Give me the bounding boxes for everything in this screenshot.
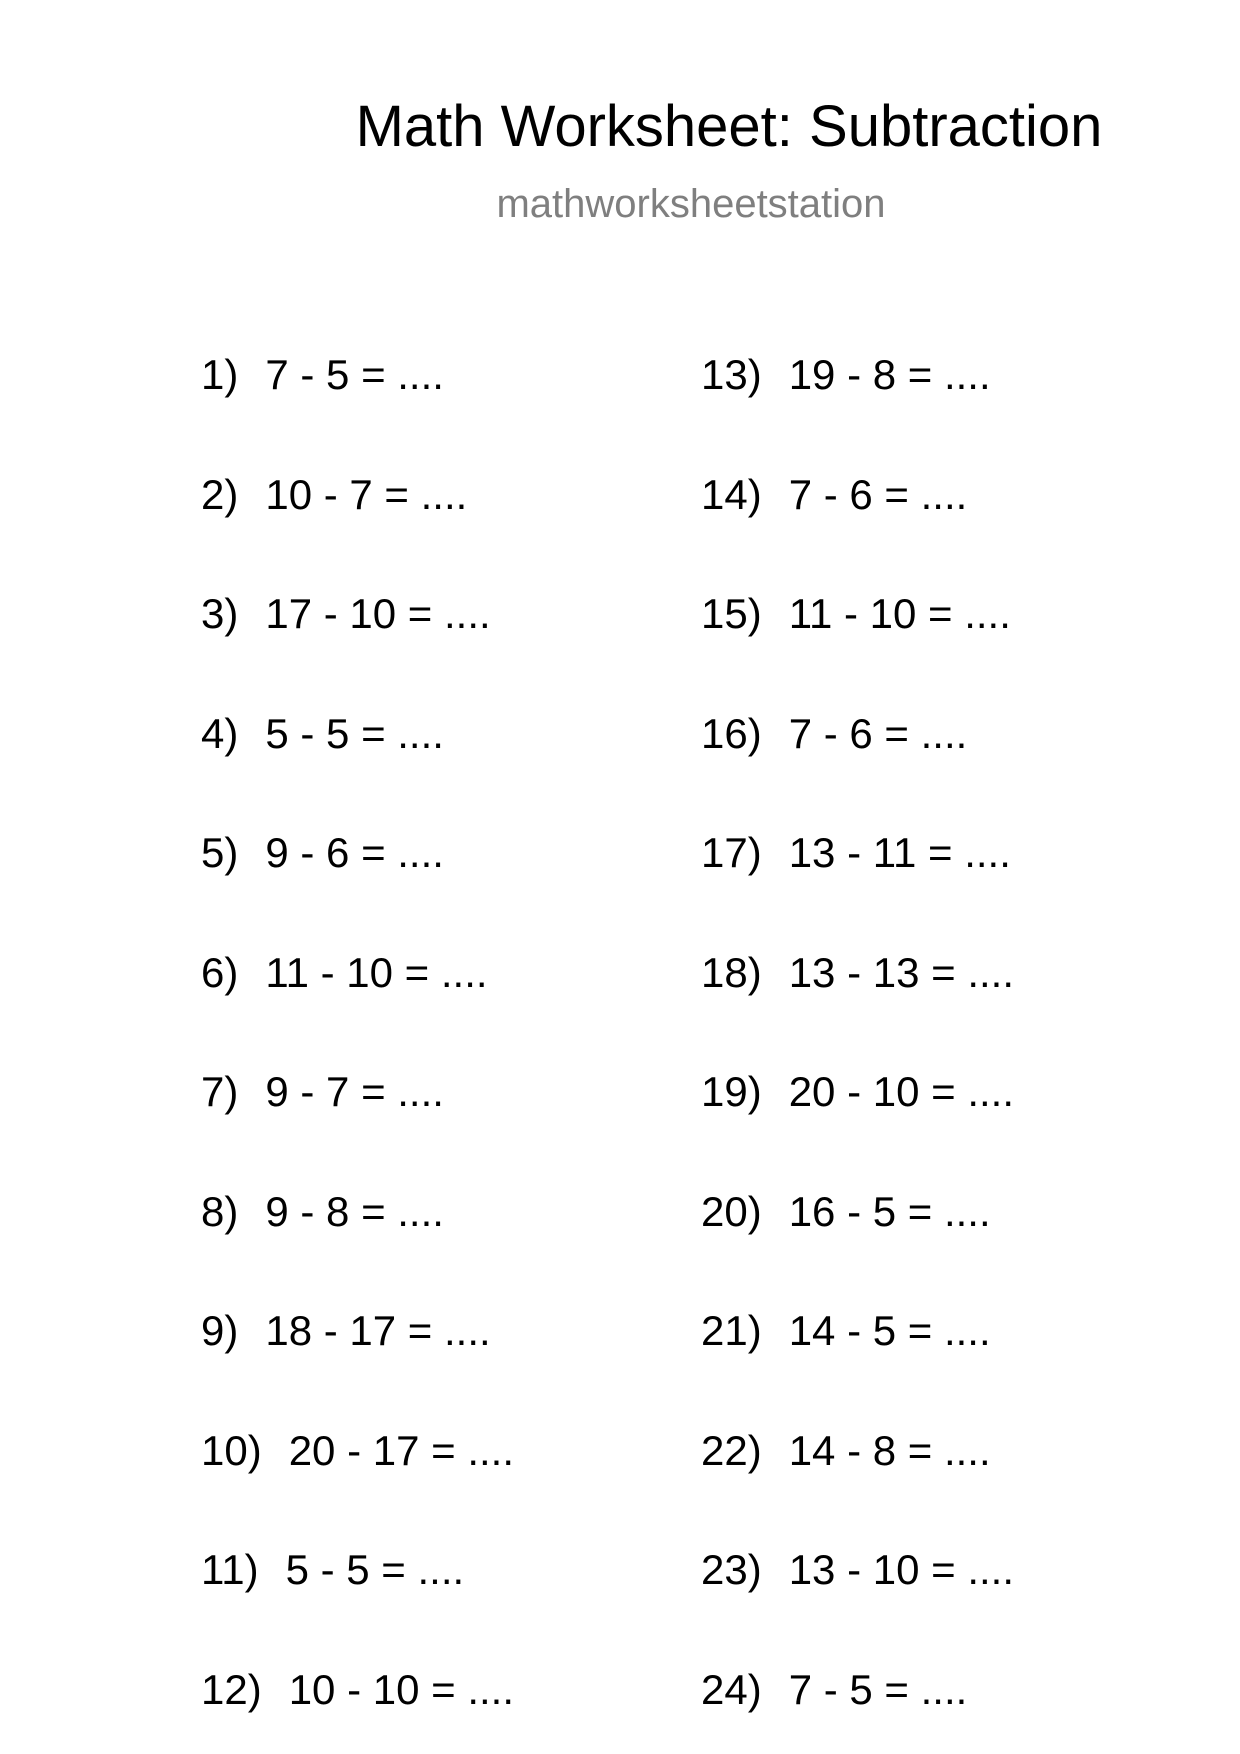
problem-expression: 9 - 7 = .... (265, 1068, 444, 1115)
problem-number: 14) (701, 470, 762, 518)
problem-expression: 19 - 8 = .... (788, 351, 991, 398)
problem-expression: 9 - 8 = .... (265, 1187, 444, 1235)
problem-number: 12) (201, 1665, 262, 1713)
problem-expression: 7 - 5 = .... (265, 351, 444, 398)
problem-number: 8) (201, 1187, 239, 1235)
problem-number: 19) (701, 1068, 762, 1115)
problem-number: 21) (701, 1307, 762, 1354)
problem-expression: 9 - 6 = .... (265, 829, 444, 876)
problem-item (201, 470, 467, 520)
problem-expression: 20 - 17 = .... (288, 1426, 515, 1474)
problem-number: 11) (201, 1546, 259, 1593)
problem-item (701, 828, 1011, 878)
problem-expression: 5 - 5 = .... (285, 1546, 465, 1593)
problem-number: 5) (201, 829, 239, 876)
problem-number: 24) (701, 1665, 762, 1713)
problem-item (701, 1306, 991, 1356)
problem-expression: 10 - 7 = .... (265, 470, 468, 518)
problem-item (701, 709, 967, 759)
problem-item (201, 1665, 514, 1715)
problem-item (201, 1545, 464, 1595)
problem-item (201, 1067, 444, 1117)
problem-number: 9) (201, 1307, 239, 1354)
problem-expression: 13 - 10 = .... (788, 1546, 1015, 1593)
worksheet-subtitle: mathworksheetstation (496, 182, 886, 226)
problem-item (201, 709, 444, 759)
problem-expression: 7 - 5 = .... (788, 1665, 968, 1713)
problem-expression: 20 - 10 = .... (788, 1068, 1015, 1115)
problem-expression: 7 - 6 = .... (788, 709, 968, 757)
problem-number: 2) (201, 470, 239, 518)
problem-expression: 11 - 10 = .... (265, 948, 488, 996)
problem-item (201, 1426, 514, 1476)
problem-number: 3) (201, 590, 239, 637)
problem-item (201, 948, 488, 998)
problem-item (701, 1187, 991, 1237)
problem-item (701, 1665, 967, 1715)
problem-item (701, 470, 967, 520)
problem-item (701, 948, 1014, 998)
problem-expression: 14 - 5 = .... (788, 1307, 991, 1354)
problem-expression: 10 - 10 = .... (288, 1665, 515, 1713)
problem-number: 17) (701, 829, 762, 876)
problem-expression: 7 - 6 = .... (788, 470, 968, 518)
problem-number: 13) (701, 351, 762, 398)
problem-item (701, 1426, 991, 1476)
problem-item (201, 350, 444, 400)
problem-expression: 14 - 8 = .... (788, 1426, 991, 1474)
problem-number: 6) (201, 948, 239, 996)
problem-number: 15) (701, 590, 762, 637)
problem-item (701, 350, 991, 400)
problem-item (201, 1187, 444, 1237)
problem-expression: 17 - 10 = .... (265, 590, 491, 637)
problem-item (701, 1545, 1014, 1595)
problem-number: 4) (201, 709, 239, 757)
problem-expression: 16 - 5 = .... (788, 1187, 991, 1235)
problem-number: 10) (201, 1426, 262, 1474)
problem-number: 1) (201, 351, 239, 398)
problem-expression: 5 - 5 = .... (265, 709, 444, 757)
problem-item (201, 589, 491, 639)
problem-number: 23) (701, 1546, 762, 1593)
problem-expression: 18 - 17 = .... (265, 1307, 491, 1354)
problem-item (701, 1067, 1014, 1117)
problem-number: 22) (701, 1426, 762, 1474)
worksheet-title: Math Worksheet: Subtraction (355, 94, 1103, 159)
problem-item (201, 1306, 491, 1356)
problem-number: 7) (201, 1068, 239, 1115)
problem-number: 20) (701, 1187, 762, 1235)
problem-item (701, 589, 1011, 639)
problem-item (201, 828, 444, 878)
problem-expression: 11 - 10 = .... (788, 590, 1011, 637)
problem-expression: 13 - 11 = .... (788, 829, 1011, 876)
problem-number: 18) (701, 948, 762, 996)
problem-expression: 13 - 13 = .... (788, 948, 1015, 996)
problem-number: 16) (701, 709, 762, 757)
